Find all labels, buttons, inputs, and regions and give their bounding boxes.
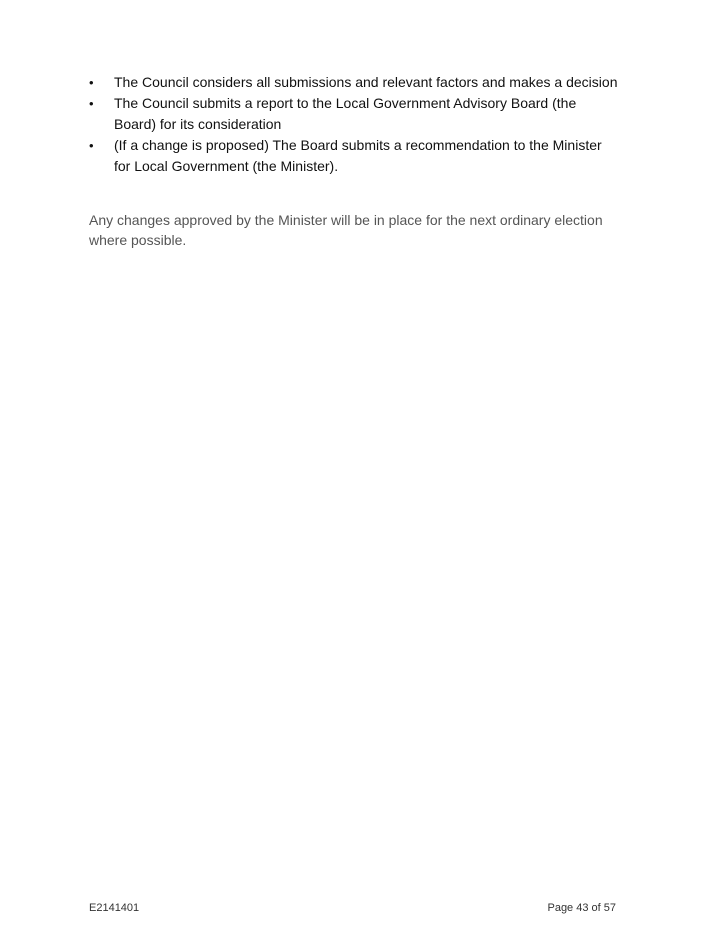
body-paragraph: Any changes approved by the Minister will be in place for the next ordinary election where possible. <box>89 212 603 248</box>
bullet-item <box>89 72 619 93</box>
bullet-text: (If a change is proposed) The Board submits a recommendation to the Minister for Local Government (the Minister). <box>114 137 602 174</box>
bullet-icon: • <box>89 138 94 153</box>
bullet-list <box>89 72 619 177</box>
bullet-text: The Council submits a report to the Local Government Advisory Board (the Board) for its consideration <box>114 95 577 132</box>
bullet-icon: • <box>89 96 94 111</box>
bullet-text: The Council considers all submissions and relevant factors and makes a decision <box>114 74 618 90</box>
footer-page-number: Page 43 of 57 <box>547 902 616 914</box>
footer-document-id: E2141401 <box>89 902 140 914</box>
bullet-item <box>89 135 619 177</box>
bullet-item <box>89 93 619 135</box>
bullet-icon: • <box>89 75 94 90</box>
